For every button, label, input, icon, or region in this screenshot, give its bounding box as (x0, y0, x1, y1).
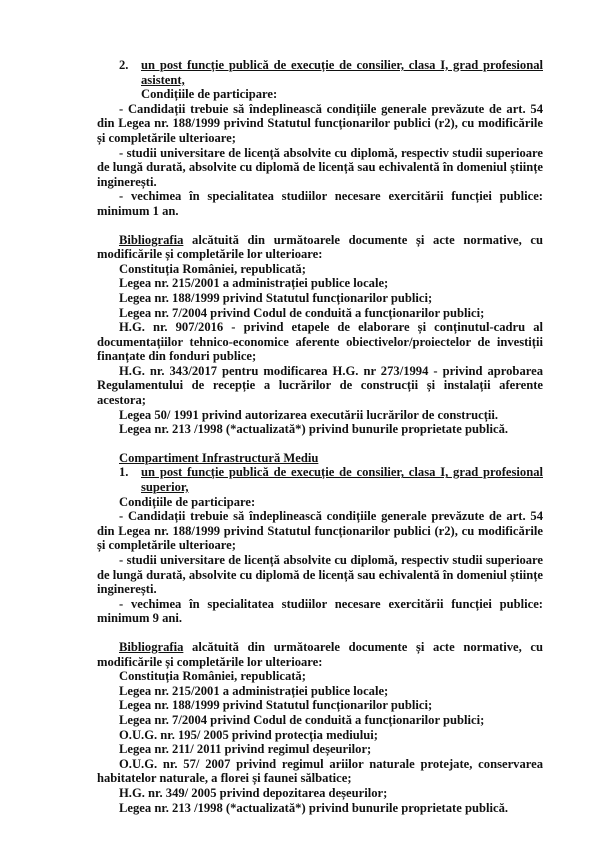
post-heading-superior (97, 465, 543, 494)
bibliography-item: O.U.G. nr. 57/ 2007 privind regimul ariilor naturale protejate, conservarea habitatelor naturale, a florei și faunei sălbatice; (97, 756, 543, 786)
bibliography-item: Legea nr. 215/2001 a administrației publice locale; (119, 683, 389, 698)
bibliography-label: Bibliografia (119, 232, 184, 247)
post-title: un post funcție publică de execuție de consilier, clasa I, grad profesional asistent, (141, 58, 543, 87)
condition-seniority: - vechimea în specialitatea studiilor necesare exercitării funcției publice: minimum 9 ani. (97, 596, 543, 626)
bibliography-item: H.G. nr. 343/2017 pentru modificarea H.G. nr 273/1994 - privind aprobarea Regulamentului de recepție a lucrărilor de construcții și instalații aferente acestora; (97, 363, 543, 408)
conditions-title: Condițiile de participare: (141, 87, 278, 102)
conditions-title: Condițiile de participare: (119, 494, 256, 509)
bibliography-item: Legea nr. 7/2004 privind Codul de conduită a funcționarilor publici; (119, 712, 485, 727)
bibliography-item: Legea nr. 215/2001 a administrației publice locale; (119, 276, 389, 291)
bibliography-item: O.U.G. nr. 195/ 2005 privind protecția mediului; (119, 727, 378, 742)
department-heading: Compartiment Infrastructură Mediu (119, 450, 319, 465)
bibliography-item: H.G. nr. 349/ 2005 privind depozitarea deșeurilor; (119, 785, 388, 800)
bibliography-item: Legea nr. 7/2004 privind Codul de conduită a funcționarilor publici; (119, 305, 485, 320)
condition-studies: - studii universitare de licență absolvite cu diplomă, respectiv studii superioare de lungă durată, absolvite cu diplomă de licență sau echivalentă în domeniul științe inginerești. (97, 145, 543, 189)
bibliography-item: Legea nr. 213 /1998 (*actualizată*) privind bunurile proprietate publică. (119, 800, 509, 815)
post-heading-asistent (97, 58, 543, 87)
bibliography-item: Constituția României, republicată; (119, 261, 306, 276)
bibliography-item: Legea 50/ 1991 privind autorizarea executării lucrărilor de construcții. (119, 407, 499, 422)
post-title: un post funcție publică de execuție de consilier, clasa I, grad profesional superior, (141, 465, 543, 495)
document-body (97, 58, 543, 815)
bibliography-item: Legea nr. 213 /1998 (*actualizată*) privind bunurile proprietate publică. (119, 422, 509, 437)
bibliography-intro: Bibliografia alcătuită din următoarele documente și acte normative, cu modificările și completările lor ulterioare: (97, 639, 543, 669)
condition-general: - Candidații trebuie să îndeplinească condițiile generale prevăzute de art. 54 din Legea nr. 188/1999 privind Statutul funcționarilor publici (r2), cu modificările și completările ulterioare; (97, 101, 543, 145)
bibliography-item: Constituția României, republicată; (119, 669, 306, 684)
bibliography-label: Bibliografia (119, 639, 184, 654)
bibliography-item: H.G. nr. 907/2016 - privind etapele de elaborare și conținutul-cadru al documentațiilor tehnico-economice aferente obiectivelor/proiectelor de investiții finanțate din fonduri publice; (97, 320, 543, 364)
bibliography-item: Legea nr. 188/1999 privind Statutul funcționarilor publici; (119, 698, 433, 713)
bibliography-item: Legea nr. 188/1999 privind Statutul funcționarilor publici; (119, 290, 433, 305)
bibliography-item: Legea nr. 211/ 2011 privind regimul deșeurilor; (119, 742, 372, 757)
condition-studies: - studii universitare de licență absolvite cu diplomă, respectiv studii superioare de lungă durată, absolvite cu diplomă de licență sau echivalentă în domeniul științe inginerești. (97, 553, 543, 597)
condition-seniority: - vechimea în specialitatea studiilor necesare exercitării funcției publice: minimum 1 an. (97, 189, 543, 218)
post-number: 2. (119, 58, 129, 72)
condition-general: - Candidații trebuie să îndeplinească condițiile generale prevăzute de art. 54 din Legea nr. 188/1999 privind Statutul funcționarilor publici (r2), cu modificările și completările ulterioare; (97, 509, 543, 553)
bibliography-intro: Bibliografia alcătuită din următoarele documente și acte normative, cu modificările și completările lor ulterioare: (97, 232, 543, 262)
post-number: 1. (119, 465, 129, 480)
